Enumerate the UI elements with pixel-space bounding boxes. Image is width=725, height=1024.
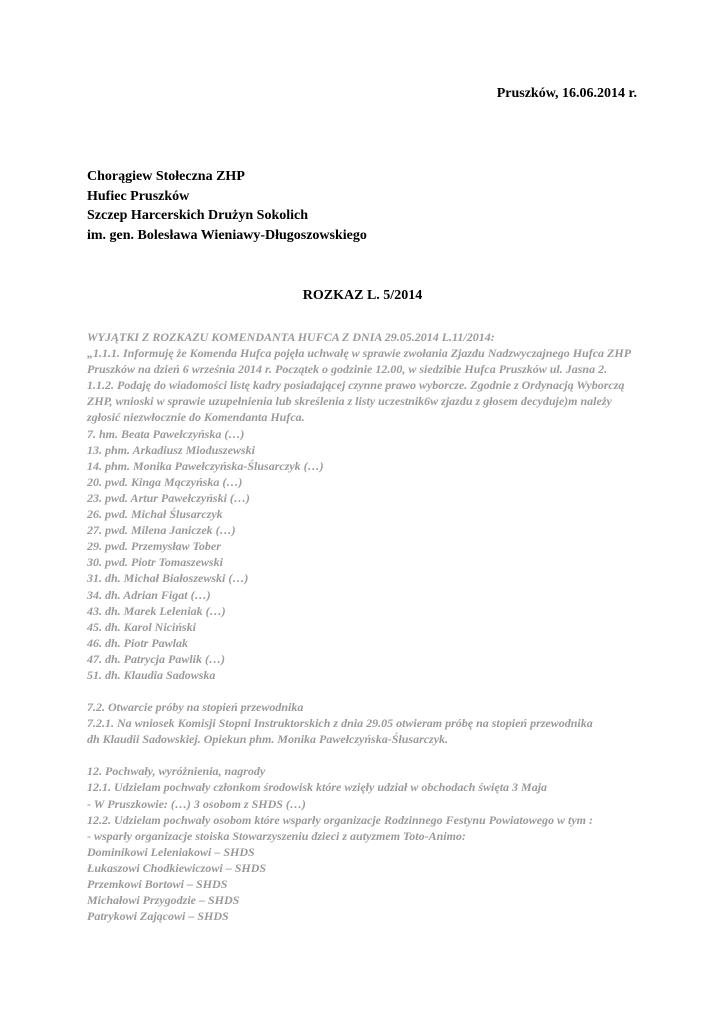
section-12-line: 12. Pochwały, wyróżnienia, nagrody (87, 764, 266, 779)
member-list-item: 45. dh. Karol Niciński (87, 619, 197, 634)
member-list-item: 30. pwd. Piotr Tomaszewski (87, 555, 223, 570)
member-list-item: 13. phm. Arkadiusz Mioduszewski (87, 442, 255, 457)
section-12-line: Łukaszowi Chodkiewiczowi – SHDS (87, 860, 267, 875)
member-list-item: 51. dh. Klaudia Sadowska (87, 667, 216, 682)
section-12-line: - wsparły organizacje stoiska Stowarzyszeniu dzieci z autyzmem Toto-Animo: (87, 828, 466, 843)
excerpt-heading: WYJĄTKI Z ROZKAZU KOMENDANTA HUFCA Z DNIA 29.05.2014 L.11/2014: (87, 330, 495, 344)
member-list-item: 46. dh. Piotr Pawlak (87, 635, 189, 650)
member-list-item: 31. dh. Michał Białoszewski (…) (87, 571, 249, 586)
order-title: ROZKAZ L. 5/2014 (302, 288, 423, 303)
order-excerpt (87, 329, 647, 924)
section-12-line: Przemkowi Bortowi – SHDS (87, 877, 228, 891)
member-list-item: 43. dh. Marek Leleniak (…) (87, 603, 226, 618)
section-12-line: Dominikowi Leleniakowi – SHDS (87, 844, 255, 859)
section-12-line: 12.2. Udzielam pochwały osobom które wsparły organizacje Rodzinnego Festynu Powiatowego w tym : (87, 812, 594, 827)
member-list-item: 23. pwd. Artur Pawełczyński (…) (87, 490, 250, 505)
section-12-line: Michałowi Przygodzie – SHDS (87, 893, 240, 908)
member-list-item: 34. dh. Adrian Figat (…) (87, 587, 211, 602)
member-list-item: 14. phm. Monika Pawełczyńska-Ślusarczyk (…) (87, 458, 324, 473)
document-date: Pruszków, 16.06.2014 r. (496, 86, 637, 101)
header-line-patron: im. gen. Bolesława Wieniawy-Długoszowskiego (87, 227, 367, 243)
member-list-item: 29. pwd. Przemysław Tober (87, 539, 221, 554)
excerpt-paragraph-line: ZHP, wnioski w sprawie uzupełnienia lub skreślenia z listy uczestnik6w zjazdu z głosem decyduje)m należy (87, 394, 612, 409)
paragraph-spacer (87, 683, 647, 699)
excerpt-paragraph-line: „1.1.1. Informuję że Komenda Hufca pojęła uchwałę w sprawie zwołania Zjazdu Nadzwyczajnego Hufca ZHP (87, 346, 632, 361)
header-line-banner: Chorągiew Stołeczna ZHP (87, 169, 245, 184)
excerpt-paragraph-line: 1.1.2. Podaję do wiadomości listę kadry posiadającej czynne prawo wyborcze. Zgodnie z Ordynacją Wyborczą (87, 378, 625, 393)
excerpt-paragraph-line: zgłosić niezwłocznie do Komendanta Hufca. (87, 410, 305, 425)
section-7-2-line: 7.2.1. Na wniosek Komisji Stopni Instruktorskich z dnia 29.05 otwieram próbę na stopień przewodnika (87, 716, 593, 731)
header-line-troop: Hufiec Pruszków (87, 188, 190, 204)
member-list-item: 27. pwd. Milena Janiczek (…) (87, 523, 236, 538)
section-7-2-line: dh Klaudii Sadowskiej. Opiekun phm. Monika Pawełczyńska-Ślusarczyk. (87, 732, 449, 747)
paragraph-spacer (87, 747, 647, 763)
section-12-line: - W Pruszkowie: (…) 3 osobom z SHDS (…) (87, 796, 306, 811)
member-list-item: 26. pwd. Michał Ślusarczyk (87, 507, 223, 522)
section-12-line: 12.1. Udzielam pochwały członkom środowisk które wzięły udział w obchodach święta 3 Maja (87, 780, 548, 795)
section-7-2-line: 7.2. Otwarcie próby na stopień przewodnika (87, 700, 304, 715)
organization-header (87, 167, 367, 245)
excerpt-paragraph-line: Pruszków na dzień 6 września 2014 r. Początek o godzinie 12.00, w siedzibie Hufca Pruszków ul. Jasna 2. (87, 362, 608, 377)
section-12-line: Patrykowi Zającowi – SHDS (87, 909, 229, 924)
member-list-item: 20. pwd. Kinga Mączyńska (…) (87, 474, 243, 489)
header-line-group: Szczep Harcerskich Drużyn Sokolich (87, 208, 309, 223)
member-list-item: 47. dh. Patrycja Pawlik (…) (87, 651, 225, 666)
member-list-item: 7. hm. Beata Pawełczyńska (…) (87, 426, 245, 441)
